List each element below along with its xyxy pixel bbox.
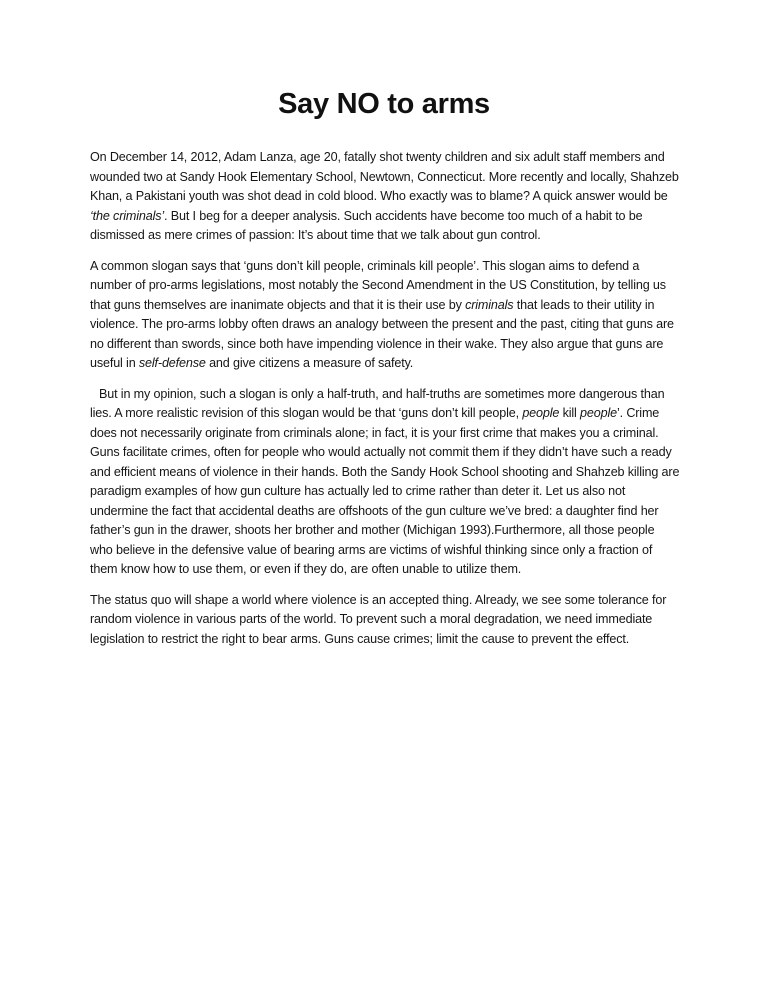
italic-text: ‘the criminals’ (90, 208, 165, 223)
paragraph-text: On December 14, 2012, Adam Lanza, age 20, fatally shot twenty children and six adult staff members and wounded two at Sandy Hook Elementary School, Newtown, Connecticut. More recently and locally, Shahzeb Khan, a Pakistani youth was shot dead in cold blood. Who exactly was to blame? A quick answer would be (90, 150, 679, 203)
paragraph-text: But in my opinion, such a slogan is only a half-truth, and half-truths are sometimes more dangerous than lies. A more realistic revision of this slogan would be that ‘guns don’t kill people, (90, 386, 665, 420)
paragraph-text: The status quo will shape a world where violence is an accepted thing. Already, we see some tolerance for random violence in various parts of the world. To prevent such a moral degradation, we need immediate legislation to restrict the right to bear arms. Guns cause crimes; limit the cause to prevent the effect. (90, 592, 667, 646)
italic-text: people (580, 406, 617, 420)
body-paragraph (90, 257, 680, 374)
body-paragraph (90, 148, 680, 246)
italic-text: people (522, 406, 560, 420)
page-title: Say NO to arms (278, 88, 490, 120)
paragraph-text: A common slogan says that ‘guns don’t kill people, criminals kill people’. This slogan aims to defend a number of pro-arms legislations, most notably the Second Amendment in the US Constitution, by telling us that guns themselves are inanimate objects and that it is their use by (90, 258, 666, 312)
italic-text: self-defense (138, 356, 206, 370)
paragraph-text: ’. Crime does not necessarily originate from criminals alone; in fact, it is your first crime that makes you a criminal. Guns facilitate crimes, often for people who would actually not commit them if they didn’t have such a ready and efficient means of violence in their hands. Both the Sandy Hook School shooting and Shahzeb killing are paradigm examples of how gun culture has actually led to crime rather than deter it. Let us also not undermine the fact that accidental deaths are offshoots of the gun culture we’ve bred: a daughter find her father’s gun in the drawer, shoots her brother and mother (Michigan 1993).Furthermore, all those people who believe in the defensive value of bearing arms are victims of wishful thinking since only a fraction of them know how to use them, or even if they do, are often unable to utilize them. (90, 406, 680, 576)
paragraph-text: . But I beg for a deeper analysis. Such accidents have become too much of a habit to be dismissed as mere crimes of passion: It’s about time that we talk about gun control. (90, 208, 643, 242)
body-paragraph (90, 385, 680, 580)
body-paragraph (90, 591, 680, 650)
paragraph-text: and give citizens a measure of safety. (205, 356, 414, 370)
paragraph-text: that leads to their utility in violence. The pro-arms lobby often draws an analogy between the present and the past, citing that guns are no different than swords, since both have impending violence in their wake. They also argue that guns are useful in (90, 297, 674, 370)
italic-text: criminals (465, 297, 514, 312)
document-body (90, 148, 680, 660)
paragraph-text: kill (559, 406, 581, 420)
